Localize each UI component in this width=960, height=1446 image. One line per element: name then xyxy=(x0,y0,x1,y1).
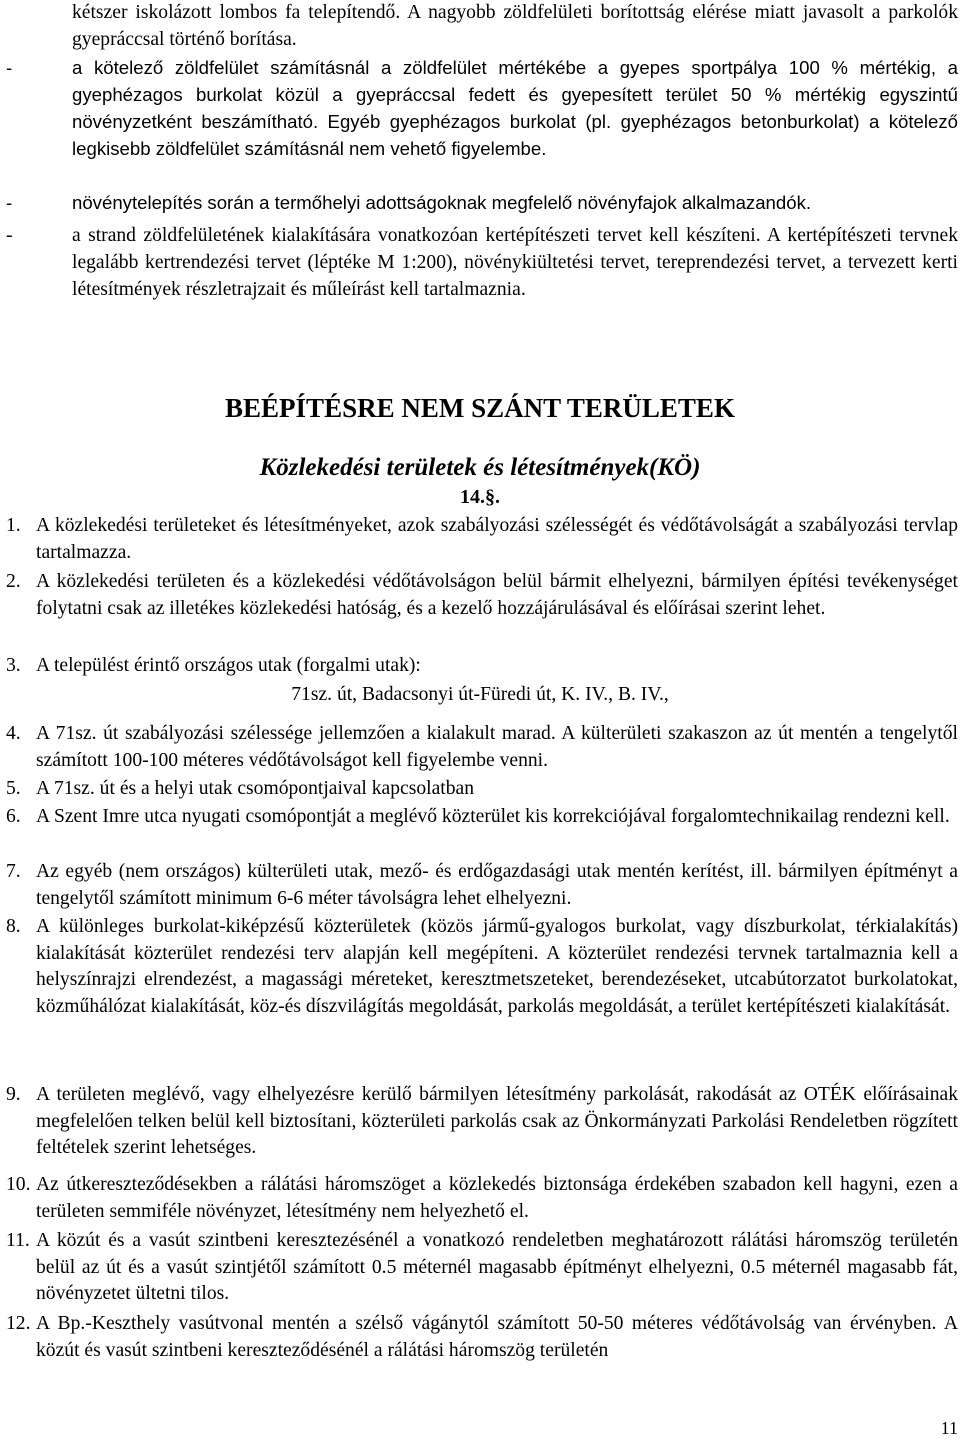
item-text: A közlekedési területeket és létesítményeket, azok szabályozási szélességét és védőtávolságát a szabályozási tervlap tartalmazza. xyxy=(36,515,958,563)
numbered-item-3 xyxy=(0,653,958,680)
item-text: A települést érintő országos utak (forgalmi utak): xyxy=(36,655,421,676)
item-number: 2. xyxy=(6,571,21,592)
item-text: A közút és a vasút szintbeni keresztezésénél a vonatkozó rendeletben meghatározott rálátási háromszög területén belül az út és a vasút szintjétől számított 0.5 méternél magasabb építményt elhelyezni, 0.5 méternél magasabb fát, növényzetet ültetni tilos. xyxy=(36,1230,958,1305)
item-number: 1. xyxy=(6,515,21,536)
bullet-plant-species xyxy=(0,189,958,216)
item-text: A 71sz. út és a helyi utak csomópontjaival kapcsolatban xyxy=(36,778,475,799)
numbered-item-1 xyxy=(0,513,958,566)
numbered-item-9 xyxy=(0,1082,958,1162)
page-number: 11 xyxy=(940,1418,958,1438)
item-number: 6. xyxy=(6,806,21,827)
item-number: 7. xyxy=(6,861,21,882)
numbered-item-8 xyxy=(0,914,958,1020)
item-text: A 71sz. út szabályozási szélessége jellemzően a kialakult marad. A külterületi szakaszon az út mentén a tengelytől számított 100-100 méteres védőtávolságot kell figyelembe venni. xyxy=(36,723,958,771)
bullet-marker: - xyxy=(6,192,13,213)
numbered-item-10 xyxy=(0,1172,958,1225)
sub-heading: Közlekedési területek és létesítmények(KÖ) xyxy=(259,454,701,481)
main-heading: BEÉPÍTÉSRE NEM SZÁNT TERÜLETEK xyxy=(225,393,735,423)
numbered-item-5 xyxy=(0,776,958,803)
item-number: 3. xyxy=(6,655,21,676)
bullet-text: a strand zöldfelületének kialakítására vonatkozóan kertépítészeti tervet kell készíteni. A kertépítészeti tervnek legalább kertrendezési tervet (léptéke M 1:200), növénykiültetési tervet, tereprendezési tervet, a tervezett kerti létesítmények részletrajzait és műleírást kell tartalmaznia. xyxy=(72,225,958,300)
item-number: 10. xyxy=(6,1174,31,1195)
intro-continuation: kétszer iskolázott lombos fa telepítendő. A nagyobb zöldfelületi borítottság elérése miatt javasolt a parkolók gyepráccsal történő borítása. xyxy=(72,2,958,50)
item-number: 5. xyxy=(6,778,21,799)
item-text: A Szent Imre utca nyugati csomópontját a meglévő közterület kis korrekciójával forgalomtechnikailag rendezni kell. xyxy=(36,806,950,827)
bullet-marker: - xyxy=(6,225,13,246)
item-number: 9. xyxy=(6,1084,21,1105)
item-text: Az egyéb (nem országos) külterületi utak, mező- és erdőgazdasági utak mentén kerítést, ill. bármilyen építményt a tengelytől számított minimum 6-6 méter távolságra lehet elhelyezni. xyxy=(36,861,958,909)
item-number: 12. xyxy=(6,1313,31,1334)
item-number: 4. xyxy=(6,723,21,744)
numbered-item-11 xyxy=(0,1228,958,1308)
item-text: A közlekedési területen és a közlekedési védőtávolságon belül bármit elhelyezni, bármilyen építési tevékenységet folytatni csak az illetékes közlekedési hatóság, és a kezelő hozzájárulásával és előírásai szerint lehet. xyxy=(36,571,958,619)
numbered-item-12 xyxy=(0,1311,958,1364)
item-number: 8. xyxy=(6,916,21,937)
bullet-marker: - xyxy=(6,57,13,78)
bullet-text: a kötelező zöldfelület számításnál a zöldfelület mértékébe a gyepes sportpálya 100 % mértékig, a gyephézagos burkolat közül a gyepráccsal fedett és gyepesített terület 50 % mértékig egyszintű növényzetként beszámítható. Egyéb gyephézagos burkolat (pl. gyephézagos betonburkolat) a kötelező legkisebb zöldfelület számításnál nem vehető figyelembe. xyxy=(72,57,958,159)
section-number: 14.§. xyxy=(460,486,500,508)
numbered-item-6 xyxy=(0,804,958,831)
item-text: A különleges burkolat-kiképzésű közterületek (közös jármű-gyalogos burkolat, vagy díszburkolat, térkialakítás) kialakítását közterület rendezési terv alapján kell megépíteni. A közterület rendezési tervnek tartalmaznia kell a helyszínrajzi elrendezést, a magassági méreteket, keresztmetszeteket, berendezéseket, utcabútorzatot burkolatokat, közműhálózat kialakítását, köz-és díszvilágítás megoldását, parkolás megoldását, a terület kertépítészeti kialakítását. xyxy=(36,916,958,1017)
numbered-item-4 xyxy=(0,721,958,774)
bullet-green-area-calculation xyxy=(0,54,958,162)
item-number: 11. xyxy=(6,1230,30,1251)
item-text: A Bp.-Keszthely vasútvonal mentén a szélső vágánytól számított 50-50 méteres védőtávolság van érvényben. A közút és vasút szintbeni kereszteződésénél a rálátási háromszög területén xyxy=(36,1313,958,1361)
numbered-item-2 xyxy=(0,569,958,622)
item-text: Az útkereszteződésekben a rálátási háromszöget a közlekedés biztonsága érdekében szabadon kell hagyni, ezen a területen semmiféle növényzet, létesítmény nem helyezhető el. xyxy=(36,1174,958,1222)
bullet-text: növénytelepítés során a termőhelyi adottságoknak megfelelő növényfajok alkalmazandók. xyxy=(72,192,812,213)
item-text: A területen meglévő, vagy elhelyezésre kerülő bármilyen létesítmény parkolását, rakodását az OTÉK előírásainak megfelelően telken belül kell biztosítani, közterületi parkolás csak az Önkormányzati Parkolási Rendeletben rögzített feltételek szerint lehetséges. xyxy=(36,1084,958,1159)
bullet-beach-landscape-plan xyxy=(0,223,958,303)
national-roads-list: 71sz. út, Badacsonyi út-Füredi út, K. IV., B. IV., xyxy=(291,684,669,705)
numbered-item-7 xyxy=(0,859,958,912)
